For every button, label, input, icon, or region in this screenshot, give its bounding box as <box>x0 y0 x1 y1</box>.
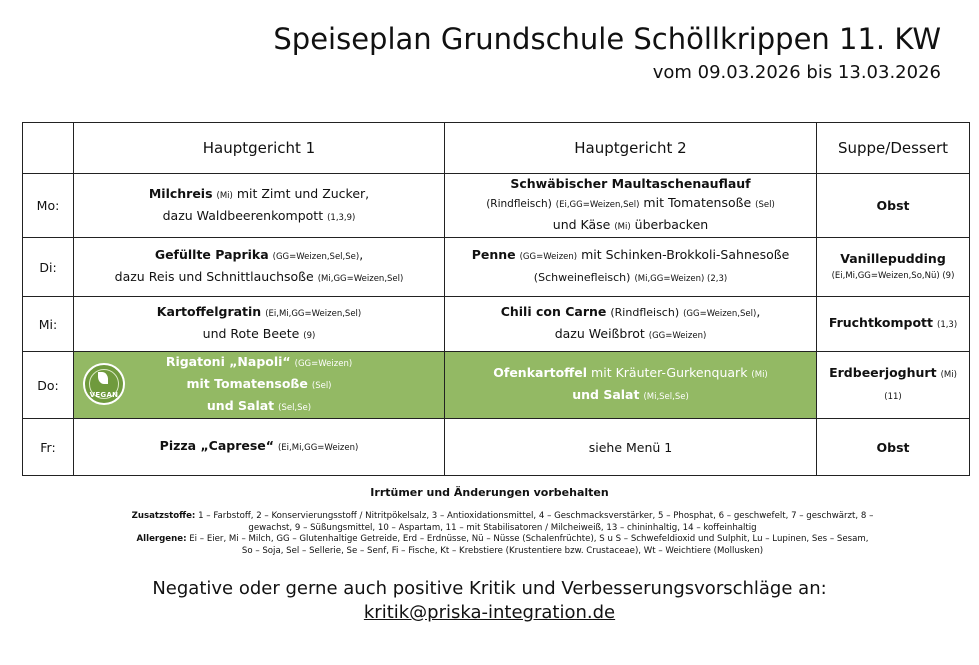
dish-name: Rigatoni „Napoli“ <box>165 354 291 369</box>
friday-main-2 <box>445 419 817 476</box>
dish-name: Kartoffelgratin <box>156 304 262 319</box>
dish-name: Penne <box>471 247 516 262</box>
allergen-info: (Ei,Mi,GG=Weizen) <box>277 443 359 453</box>
thursday-dessert <box>817 352 970 419</box>
table-row-thursday <box>23 352 970 419</box>
dish-text: (Rindfleisch) <box>610 306 680 319</box>
dish-name: Pizza „Caprese“ <box>159 438 274 453</box>
date-range: vom 09.03.2026 bis 13.03.2026 <box>652 62 941 83</box>
vegan-badge-label: VEGAN <box>89 391 119 399</box>
allergen-info: (Sel,Se) <box>278 403 312 413</box>
zusatz-text: 1 – Farbstoff, 2 – Konservierungsstoff / Nitritpökelsalz, 3 – Antioxidationsmittel, 4 – Geschmacksverstärker, 5 – Phosphat, 6 – geschwefelt, 7 – geschwärzt, 8 – gewachst, 9 – Süßungsmittel, 10 – Aspartam, 11 – mit Stabilisatoren / Milcheiweiß, 13 – chininhaltig, 14 – koffeinhaltig <box>198 511 874 533</box>
dish-text: und Rote Beete <box>202 326 300 341</box>
wednesday-dessert <box>817 297 970 352</box>
dish-text: und Salat <box>572 387 640 402</box>
allergen-info: (Mi) <box>216 190 233 201</box>
allergen-info: (Ei,Mi,GG=Weizen,Sel) <box>265 309 362 319</box>
dish-name: Erdbeerjoghurt <box>829 365 937 380</box>
legend <box>130 511 875 557</box>
dish-text: mit Tomatensoße <box>186 376 308 391</box>
wednesday-main-2 <box>445 297 817 352</box>
allergen-info: (Sel) <box>311 381 332 391</box>
feedback-email-link[interactable]: kritik@priska-integration.de <box>363 602 616 623</box>
dish-text: (Schweinefleisch) <box>533 271 631 284</box>
allergen-info: (Mi,GG=Weizen) (2,3) <box>634 274 728 284</box>
monday-main-2 <box>445 174 817 238</box>
dish-text: dazu Waldbeerenkompott <box>162 207 324 223</box>
allergen-info: (1,3,9) <box>327 212 356 223</box>
zusatz-label: Zusatzstoffe: <box>131 511 196 521</box>
leaf-icon <box>98 372 108 384</box>
allergen-info: (GG=Weizen) <box>519 252 578 262</box>
allergene-text: Ei – Eier, Mi – Milch, GG – Glutenhaltige Getreide, Erd – Erdnüsse, Nü – Nüsse (Schalenfrüchte), S u S – Schwefeldioxid und Sulphit, Lu – Lupinen, Ses – Sesam, So – Soja, Sel – Sellerie, Se – Senf, Fi – Fische, Kt – Krebstiere (Krustentiere bzw. Crustaceae), Wt – Weichtiere (Mollusken) <box>189 534 869 556</box>
dish-name: Obst <box>876 198 910 213</box>
allergen-info: (Mi) <box>751 370 768 380</box>
tuesday-main-2 <box>445 238 817 297</box>
allergen-info: (GG=Weizen,Sel,Se) <box>272 252 360 262</box>
table-row-monday <box>23 174 970 238</box>
disclaimer: Irrtümer und Änderungen vorbehalten <box>370 486 609 499</box>
allergene-label: Allergene: <box>136 534 187 544</box>
allergen-info: (GG=Weizen) <box>648 331 707 341</box>
vegan-badge-icon <box>83 363 125 405</box>
thursday-main-2 <box>445 352 817 419</box>
allergen-info: (Mi) (11) <box>884 370 957 402</box>
friday-main-1 <box>74 419 445 476</box>
thursday-main-1 <box>74 352 445 419</box>
tuesday-main-1 <box>74 238 445 297</box>
dish-name: Gefüllte Paprika <box>154 247 269 262</box>
feedback-section <box>0 577 979 625</box>
table-row-tuesday <box>23 238 970 297</box>
hauptgericht-2-header: Hauptgericht 2 <box>445 123 817 174</box>
dish-text: mit Kräuter-Gurkenquark <box>591 365 748 380</box>
day-label: Di: <box>23 238 74 297</box>
dish-name: Chili con Carne <box>500 304 607 319</box>
day-label: Do: <box>23 352 74 419</box>
allergen-info: (Mi) <box>614 222 631 232</box>
menu-table <box>22 122 970 476</box>
allergen-info: (Sel) <box>755 200 775 210</box>
dish-name: Fruchtkompott <box>828 315 934 330</box>
dish-text: , <box>359 247 364 262</box>
dish-text: und Käse <box>552 217 611 232</box>
dish-text: und Salat <box>206 398 275 413</box>
table-row-wednesday <box>23 297 970 352</box>
allergen-info: (Ei,GG=Weizen,Sel) <box>555 200 640 210</box>
dish-name: Schwäbischer Maultaschenauflauf <box>510 176 751 191</box>
allergen-info: (1,3) <box>937 320 958 330</box>
day-label: Mo: <box>23 174 74 238</box>
dish-text: dazu Reis und Schnittlauchsoße <box>114 269 314 284</box>
day-label: Fr: <box>23 419 74 476</box>
allergen-info: (Mi,Sel,Se) <box>643 392 689 402</box>
page-title: Speiseplan Grundschule Schöllkrippen 11. KW <box>273 22 941 56</box>
day-label: Mi: <box>23 297 74 352</box>
dish-text: überbacken <box>634 217 709 232</box>
allergen-info: (GG=Weizen) <box>294 359 353 369</box>
dish-text: (Rindfleisch) <box>486 198 552 210</box>
dish-text: , <box>756 304 761 319</box>
dish-name: Ofenkartoffel <box>493 365 588 380</box>
monday-dessert <box>817 174 970 238</box>
feedback-text: Negative oder gerne auch positive Kritik und Verbesserungsvorschläge an: <box>152 578 827 599</box>
allergen-info: (Mi,GG=Weizen,Sel) <box>317 274 404 284</box>
dish-text: siehe Menü 1 <box>588 439 673 455</box>
monday-main-1 <box>74 174 445 238</box>
table-row-friday <box>23 419 970 476</box>
tuesday-dessert <box>817 238 970 297</box>
dish-name: Vanillepudding <box>840 250 946 266</box>
hauptgericht-1-header: Hauptgericht 1 <box>74 123 445 174</box>
allergen-info: (GG=Weizen,Sel) <box>683 309 757 319</box>
suppe-dessert-header: Suppe/Dessert <box>817 123 970 174</box>
dish-name: Obst <box>876 439 910 455</box>
dish-text: dazu Weißbrot <box>554 326 645 341</box>
allergen-info: (9) <box>303 331 316 341</box>
dish-name: Milchreis <box>148 185 213 201</box>
friday-dessert <box>817 419 970 476</box>
dish-text: mit Zimt und Zucker, <box>236 185 370 201</box>
allergen-info: (Ei,Mi,GG=Weizen,So,Nü) (9) <box>831 270 955 281</box>
dish-text: mit Schinken-Brokkoli-Sahnesoße <box>581 247 790 262</box>
dish-text: mit Tomatensoße <box>643 195 752 210</box>
header-row <box>23 123 970 174</box>
wednesday-main-1 <box>74 297 445 352</box>
day-column-header <box>23 123 74 174</box>
